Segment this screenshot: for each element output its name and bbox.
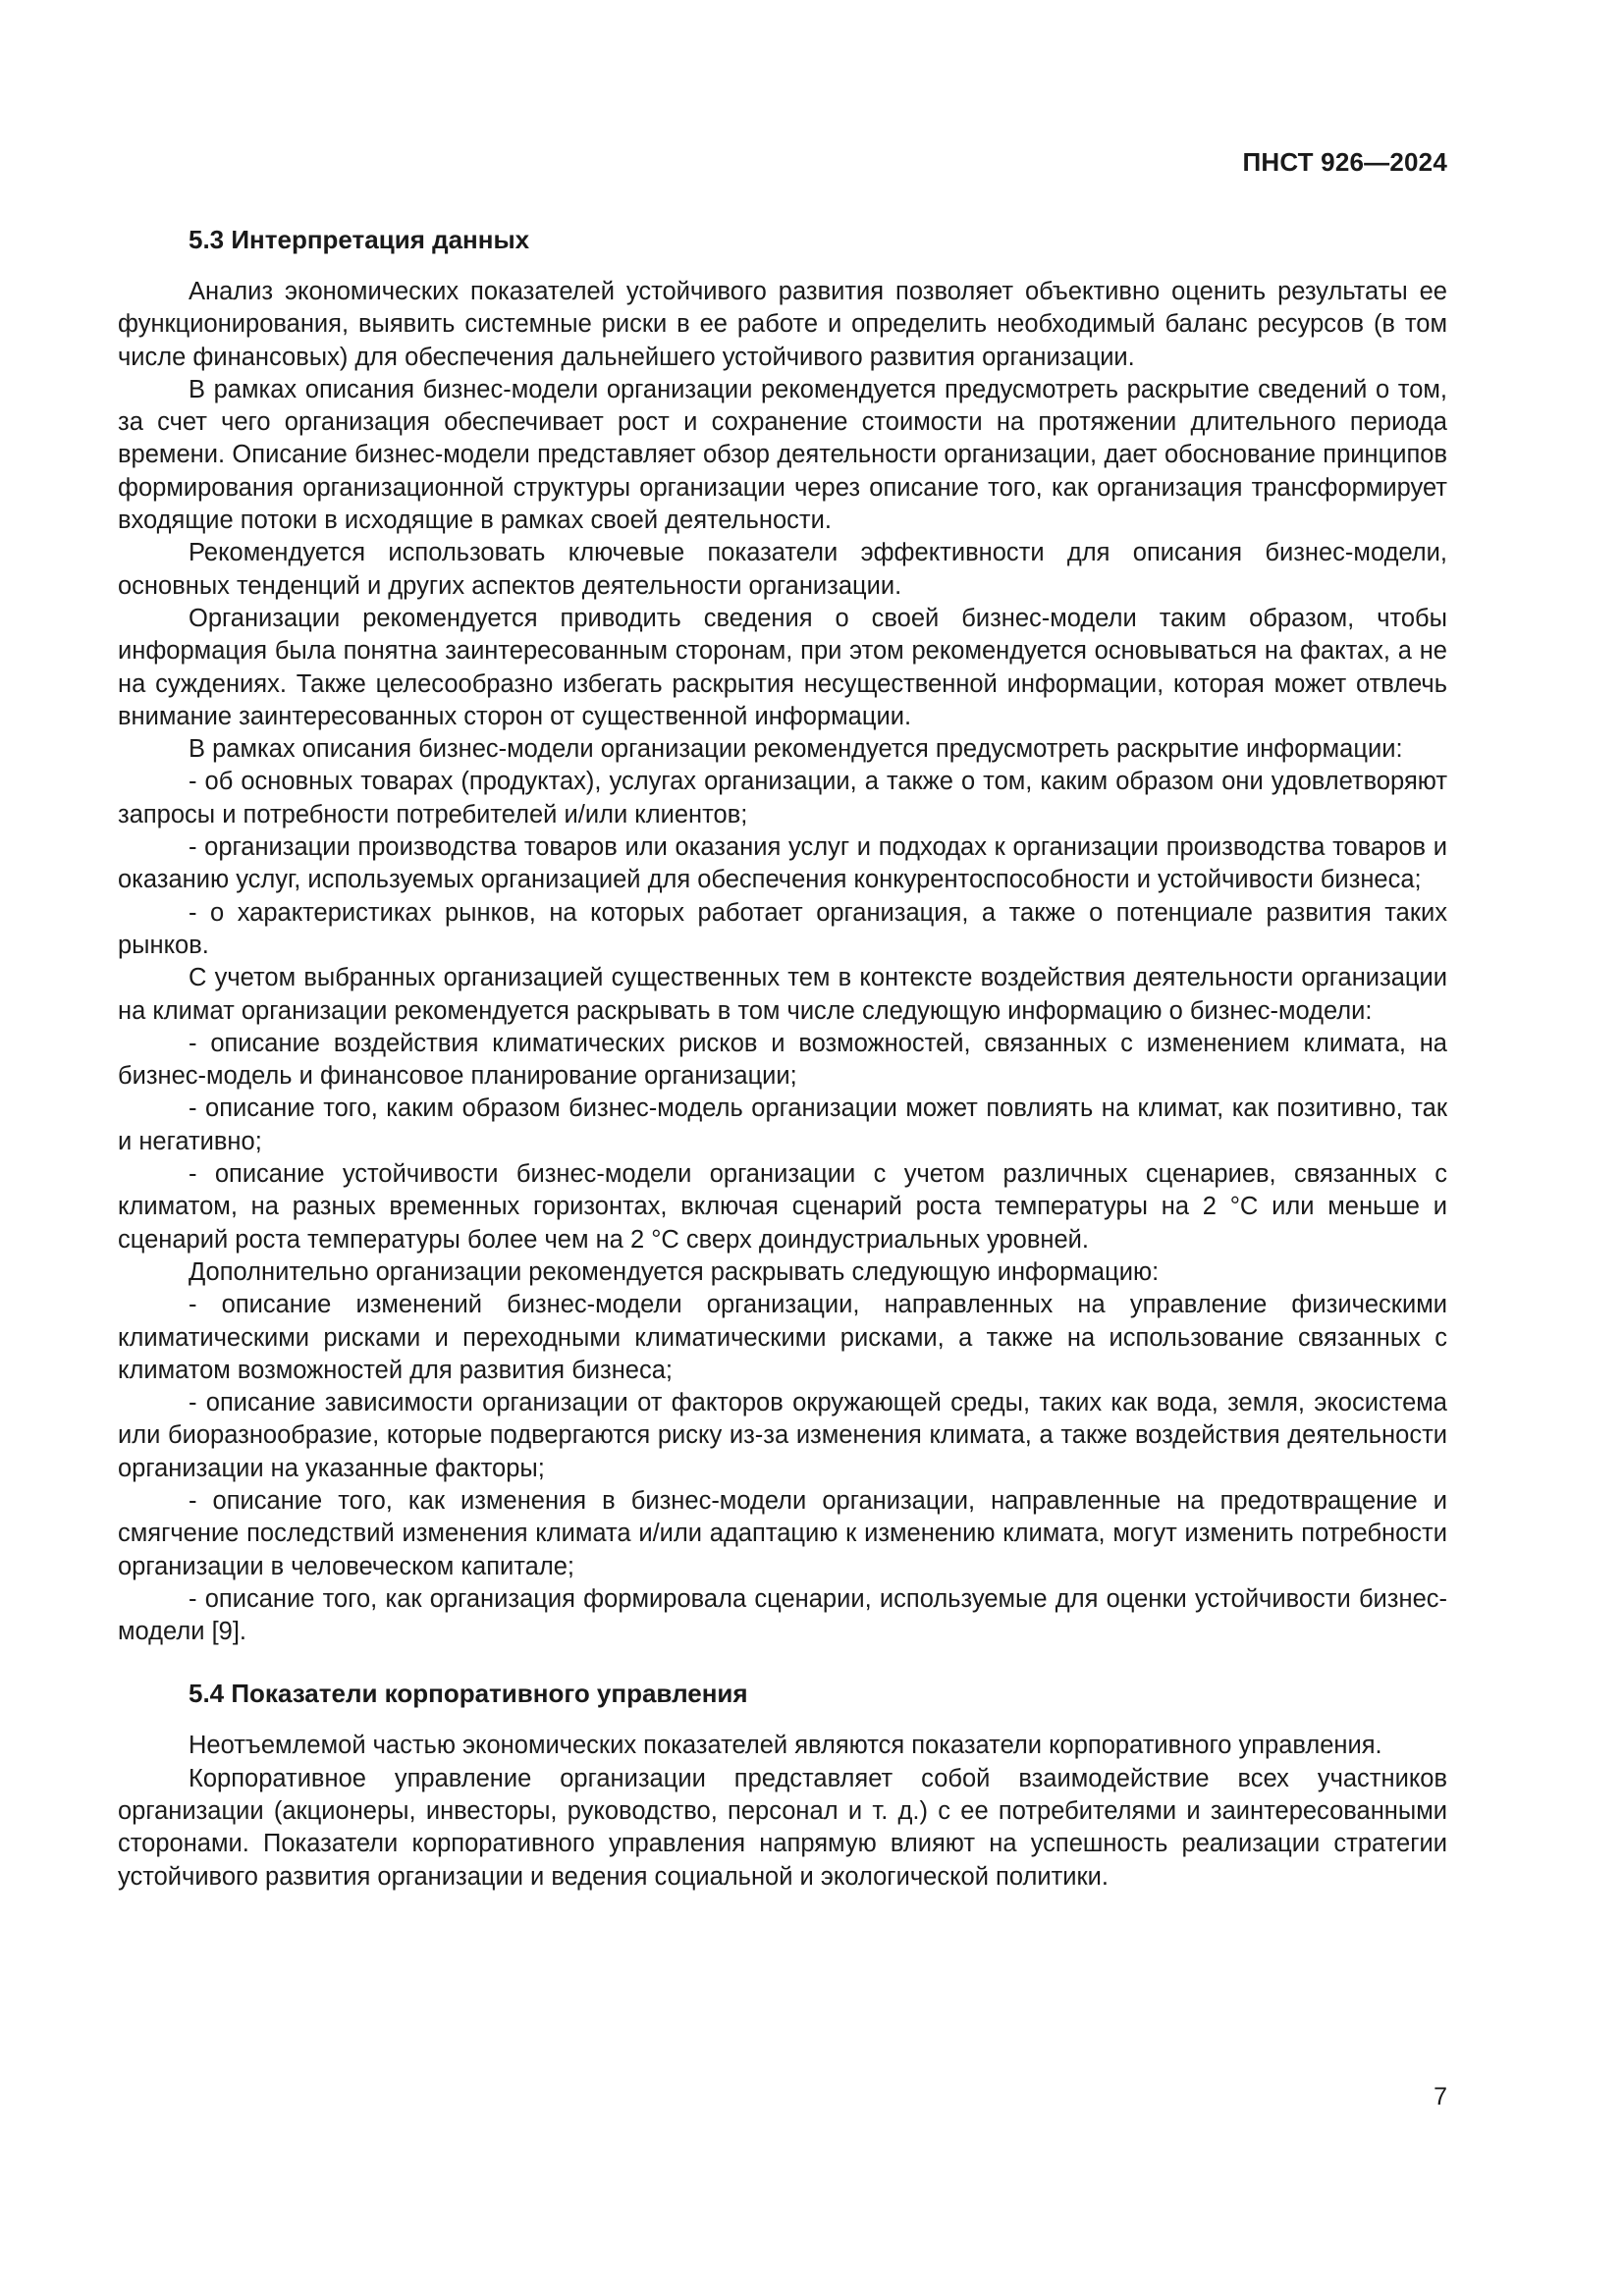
list-item: - о характеристиках рынков, на которых работает организация, а также о потенциале развития таких рынков. [118,898,1447,959]
section-5-3-body [118,276,1447,1648]
list-item: - описание изменений бизнес-модели организации, направленных на управление физическими климатическими рисками и переходными климатическими рисками, а также на использование связанных с климатом возможностей для развития бизнеса; [118,1291,1447,1384]
section-spacer [118,1648,1447,1678]
list-item: - описание того, как организация формировала сценарии, используемые для оценки устойчивости бизнес-модели [9]. [118,1584,1447,1646]
list-item: - описание того, как изменения в бизнес-модели организации, направленные на предотвращение и смягчение последствий изменения климата и/или адаптацию к изменению климата, могут изменить потребности организации в человеческом капитале; [118,1486,1447,1580]
document-code: ПНСТ 926—2024 [1242,147,1447,177]
list-item: - описание устойчивости бизнес-модели организации с учетом различных сценариев, связанных с климатом, на разных временных горизонтах, включая сценарий роста температуры на 2 °С или меньше и сценарий роста температуры более чем на 2 °С сверх доиндустриальных уровней. [118,1160,1447,1254]
paragraph: Неотъемлемой частью экономических показателей являются показатели корпоративного управления. [189,1732,1382,1760]
list-item: - об основных товарах (продуктах), услугах организации, а также о том, каким образом они удовлетворяют запросы и потребности потребителей и/или клиентов; [118,768,1447,828]
paragraph: В рамках описания бизнес-модели организации рекомендуется предусмотреть раскрытие информации: [189,735,1403,764]
paragraph: С учетом выбранных организацией существенных тем в контексте воздействия деятельности организации на климат организации рекомендуется раскрывать в том числе следующую информацию о бизнес-модели: [118,964,1447,1025]
list-item: - описание воздействия климатических рисков и возможностей, связанных с изменением климата, на бизнес-модель и финансовое планирование организации; [118,1029,1447,1091]
list-item: - организации производства товаров или оказания услуг и подходах к организации производства товаров и оказанию услуг, используемых организацией для обеспечения конкурентоспособности и устойчивости бизнеса; [118,833,1447,894]
section-heading-5-4: 5.4 Показатели корпоративного управления [189,1679,748,1709]
paragraph: В рамках описания бизнес-модели организации рекомендуется предусмотреть раскрытие сведений о том, за счет чего организация обеспечивает рост и сохранение стоимости на протяжении длительного периода времени. Описание бизнес-модели представляет обзор деятельности организации, дает обоснование принципов формирования организационной структуры организации через описание того, как организация трансформирует входящие потоки в исходящие в рамках своей деятельности. [118,375,1447,535]
section-5-4-body [118,1730,1447,1893]
paragraph: Анализ экономических показателей устойчивого развития позволяет объективно оценить результаты ее функционирования, выявить системные риски в ее работе и определить необходимый баланс ресурсов (в том числе финансовых) для обеспечения дальнейшего устойчивого развития организации. [118,278,1447,371]
page-body [118,224,1447,1894]
section-heading-5-3: 5.3 Интерпретация данных [189,225,530,254]
paragraph: Рекомендуется использовать ключевые показатели эффективности для описания бизнес-модели, основных тенденций и других аспектов деятельности организации. [118,539,1447,600]
paragraph: Корпоративное управление организации представляет собой взаимодействие всех участников организации (акционеры, инвесторы, руководство, персонал и т. д.) с ее потребителями и заинтересованными сторонами. Показатели корпоративного управления напрямую влияют на успешность реализации стратегии устойчивого развития организации и ведения социальной и экологической политики. [118,1764,1447,1891]
page-number: 7 [1434,2083,1447,2110]
list-item: - описание того, каким образом бизнес-модель организации может повлиять на климат, как позитивно, так и негативно; [118,1095,1447,1155]
paragraph: Дополнительно организации рекомендуется раскрывать следующую информацию: [189,1257,1160,1286]
paragraph: Организации рекомендуется приводить сведения о своей бизнес-модели таким образом, чтобы информация была понятна заинтересованным сторонам, при этом рекомендуется основываться на фактах, а не на суждениях. Также целесообразно избегать раскрытия несущественной информации, которая может отвлечь внимание заинтересованных сторон от существенной информации. [118,604,1447,730]
list-item: - описание зависимости организации от факторов окружающей среды, таких как вода, земля, экосистема или биоразнообразие, которые подвергаются риску из-за изменения климата, а также воздействия деятельности организации на указанные факторы; [118,1389,1447,1482]
